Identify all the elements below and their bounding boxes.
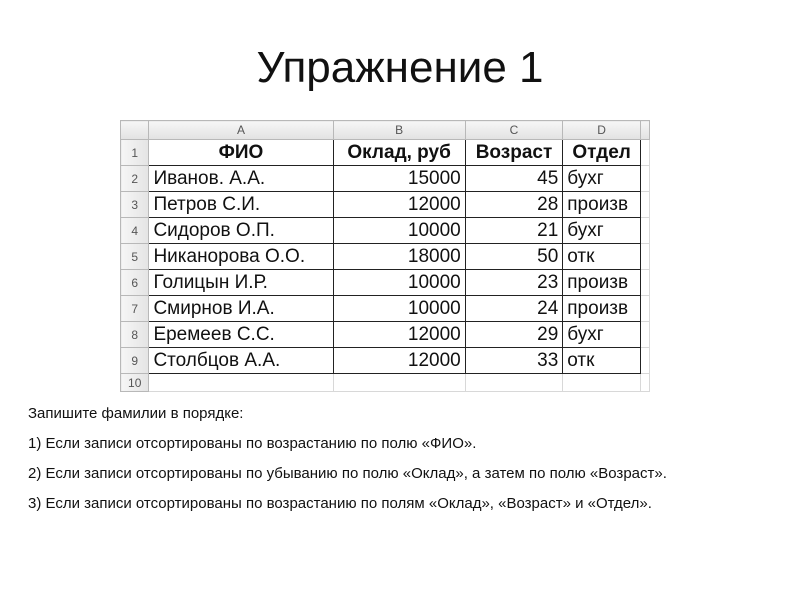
cell-department[interactable]: бухг	[563, 166, 641, 192]
cell-department[interactable]: произв	[563, 296, 641, 322]
slide-title: Упражнение 1	[256, 43, 544, 92]
cell-fio[interactable]: Никанорова О.О.	[149, 244, 333, 270]
empty-cell[interactable]	[640, 166, 649, 192]
empty-cell[interactable]	[465, 374, 563, 392]
table-row	[121, 322, 650, 348]
cell-fio[interactable]: Голицын И.Р.	[149, 270, 333, 296]
header-cell-age[interactable]: Возраст	[465, 140, 563, 166]
cell-department[interactable]: произв	[563, 192, 641, 218]
table-header-row	[121, 140, 650, 166]
empty-cell[interactable]	[640, 244, 649, 270]
cell-salary[interactable]: 10000	[333, 270, 465, 296]
cell-salary[interactable]: 15000	[333, 166, 465, 192]
cell-salary[interactable]: 10000	[333, 296, 465, 322]
task-item-1: 1) Если записи отсортированы по возрастанию по полю «ФИО».	[28, 435, 477, 452]
select-all-corner[interactable]	[121, 121, 149, 140]
empty-cell[interactable]	[640, 270, 649, 296]
table-row	[121, 270, 650, 296]
table-row	[121, 296, 650, 322]
table-row	[121, 192, 650, 218]
cell-department[interactable]: отк	[563, 244, 641, 270]
empty-cell[interactable]	[640, 296, 649, 322]
empty-cell[interactable]	[640, 192, 649, 218]
empty-cell[interactable]	[640, 374, 649, 392]
column-header-d[interactable]: D	[563, 121, 641, 140]
empty-cell[interactable]	[563, 374, 641, 392]
cell-age[interactable]: 21	[465, 218, 563, 244]
cell-age[interactable]: 29	[465, 322, 563, 348]
table-row-partial	[121, 374, 650, 392]
cell-salary[interactable]: 12000	[333, 348, 465, 374]
cell-department[interactable]: отк	[563, 348, 641, 374]
row-number[interactable]: 1	[121, 140, 149, 166]
empty-cell[interactable]	[640, 348, 649, 374]
cell-age[interactable]: 45	[465, 166, 563, 192]
empty-cell[interactable]	[333, 374, 465, 392]
row-number[interactable]: 5	[121, 244, 149, 270]
table-row	[121, 166, 650, 192]
cell-fio[interactable]: Сидоров О.П.	[149, 218, 333, 244]
table-row	[121, 218, 650, 244]
empty-cell[interactable]	[149, 374, 333, 392]
column-header-e-partial[interactable]	[640, 121, 649, 140]
empty-cell[interactable]	[640, 218, 649, 244]
cell-fio[interactable]: Иванов. А.А.	[149, 166, 333, 192]
spreadsheet	[120, 120, 650, 400]
row-number[interactable]: 9	[121, 348, 149, 374]
empty-cell[interactable]	[640, 140, 649, 166]
cell-age[interactable]: 28	[465, 192, 563, 218]
row-number[interactable]: 10	[121, 374, 149, 392]
table-row	[121, 348, 650, 374]
column-header-b[interactable]: B	[333, 121, 465, 140]
cell-age[interactable]: 23	[465, 270, 563, 296]
header-cell-fio[interactable]: ФИО	[149, 140, 333, 166]
row-number[interactable]: 6	[121, 270, 149, 296]
row-number[interactable]: 8	[121, 322, 149, 348]
cell-salary[interactable]: 18000	[333, 244, 465, 270]
table-row	[121, 244, 650, 270]
empty-cell[interactable]	[640, 322, 649, 348]
task-item-2: 2) Если записи отсортированы по убыванию по полю «Оклад», а затем по полю «Возраст».	[28, 465, 667, 482]
column-header-a[interactable]: A	[149, 121, 333, 140]
row-number[interactable]: 4	[121, 218, 149, 244]
row-number[interactable]: 2	[121, 166, 149, 192]
cell-age[interactable]: 24	[465, 296, 563, 322]
header-cell-salary[interactable]: Оклад, руб	[333, 140, 465, 166]
task-item-3: 3) Если записи отсортированы по возрастанию по полям «Оклад», «Возраст» и «Отдел».	[28, 495, 652, 512]
cell-fio[interactable]: Петров С.И.	[149, 192, 333, 218]
cell-department[interactable]: произв	[563, 270, 641, 296]
header-cell-department[interactable]: Отдел	[563, 140, 641, 166]
cell-age[interactable]: 33	[465, 348, 563, 374]
row-number[interactable]: 3	[121, 192, 149, 218]
column-header-row	[121, 121, 650, 140]
cell-age[interactable]: 50	[465, 244, 563, 270]
cell-salary[interactable]: 12000	[333, 192, 465, 218]
column-header-c[interactable]: C	[465, 121, 563, 140]
cell-salary[interactable]: 10000	[333, 218, 465, 244]
cell-department[interactable]: бухг	[563, 322, 641, 348]
cell-fio[interactable]: Смирнов И.А.	[149, 296, 333, 322]
row-number[interactable]: 7	[121, 296, 149, 322]
spreadsheet-grid	[120, 120, 650, 392]
instructions-intro: Запишите фамилии в порядке:	[28, 405, 244, 422]
cell-salary[interactable]: 12000	[333, 322, 465, 348]
instructions	[28, 403, 783, 523]
cell-fio[interactable]: Столбцов А.А.	[149, 348, 333, 374]
cell-fio[interactable]: Еремеев С.С.	[149, 322, 333, 348]
cell-department[interactable]: бухг	[563, 218, 641, 244]
